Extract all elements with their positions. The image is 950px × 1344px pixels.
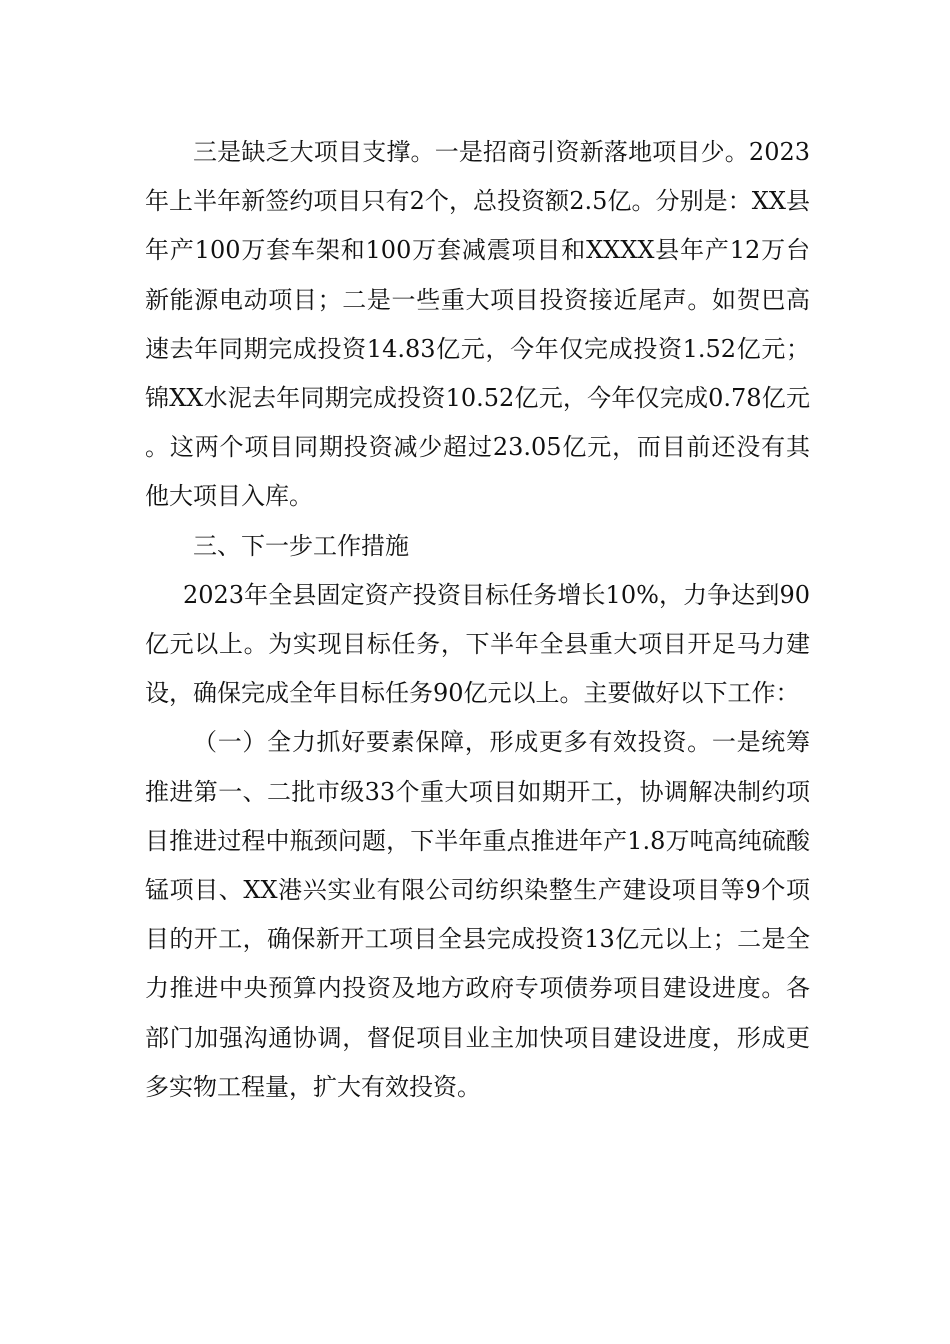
paragraph-lack-of-major-projects: 三是缺乏大项目支撑。一是招商引资新落地项目少。2023年上半年新签约项目只有2个，总投资额2.5亿。分别是：XX县年产100万套车架和100万套减震项目和XXXX县年产12万台新能源电动项目；二是一些重大项目投资接近尾声。如贺巴高速去年同期完成投资14.83亿元，今年仅完成投资1.52亿元；锦XX水泥去年同期完成投资10.52亿元，今年仅完成0.78亿元。这两个项目同期投资减少超过23.05亿元，而目前还没有其他大项目入库。: [145, 138, 810, 511]
section-heading-next-steps: 三、下一步工作措施: [193, 531, 409, 560]
document-page: [145, 128, 810, 1112]
paragraph-investment-target: 2023年全县固定资产投资目标任务增长10%，力争达到90亿元以上。为实现目标任务，下半年全县重大项目开足马力建设，确保完成全年目标任务90亿元以上。主要做好以下工作：: [145, 580, 810, 708]
paragraph-factor-guarantee: （一）全力抓好要素保障，形成更多有效投资。一是统筹推进第一、二批市级33个重大项目如期开工，协调解决制约项目推进过程中瓶颈问题，下半年重点推进年产1.8万吨高纯硫酸锰项目、XX港兴实业有限公司纺织染整生产建设项目等9个项目的开工，确保新开工项目全县完成投资13亿元以上；二是全力推进中央预算内投资及地方政府专项债券项目建设进度。各部门加强沟通协调，督促项目业主加快项目建设进度，形成更多实物工程量，扩大有效投资。: [145, 728, 810, 1101]
